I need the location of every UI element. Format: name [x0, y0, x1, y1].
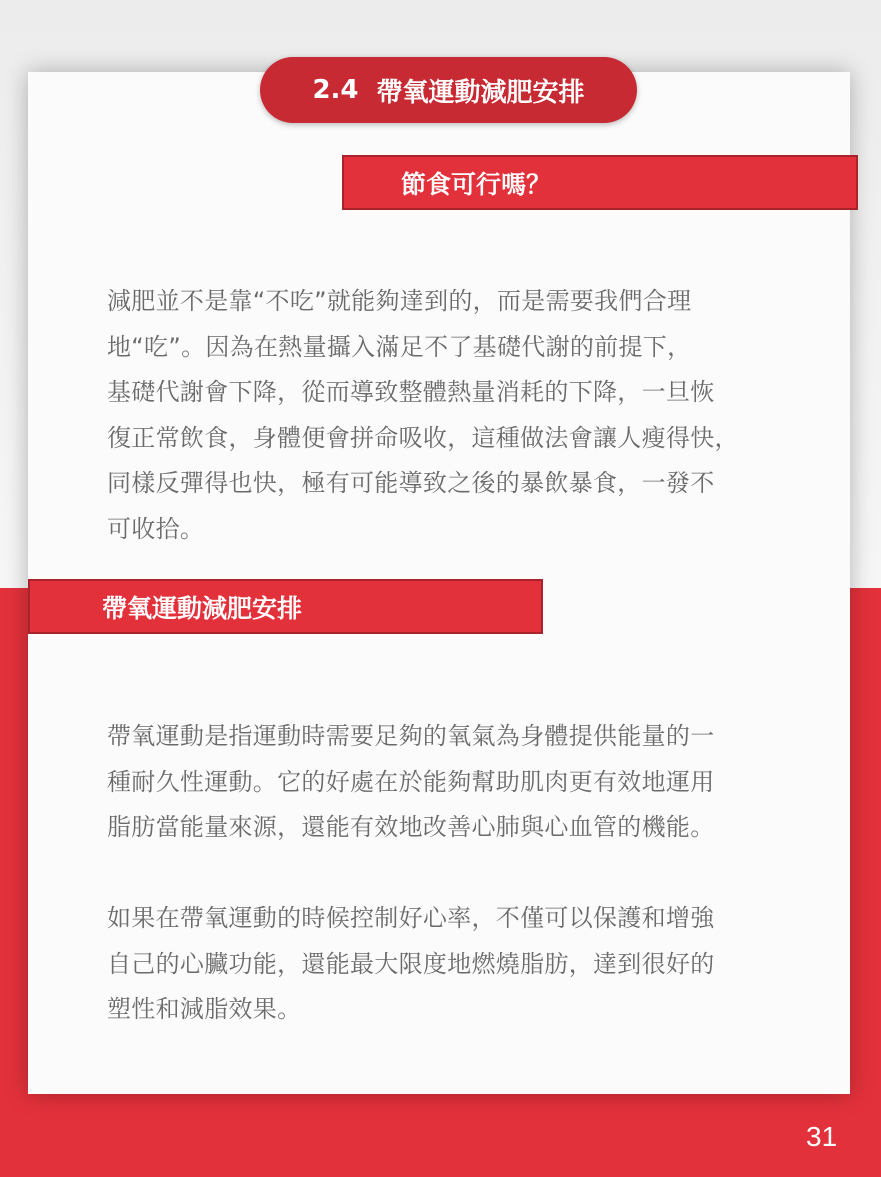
- text-line: 帶氧運動是指運動時需要足夠的氧氣為身體提供能量的一: [107, 722, 715, 750]
- text-line: 脂肪當能量來源，還能有效地改善心肺與心血管的機能。: [107, 813, 715, 841]
- text-line: 同樣反彈得也快，極有可能導致之後的暴飲暴食，一發不: [107, 469, 715, 497]
- page-number: 31: [806, 1121, 838, 1152]
- paragraph-diet: [107, 279, 807, 552]
- text-line: 基礎代謝會下降，從而導致整體熱量消耗的下降，一旦恢: [107, 378, 715, 406]
- text-line: 復正常飲食，身體便會拼命吸收，這種做法會讓人瘦得快，: [107, 423, 739, 452]
- faint-watermark: [322, 514, 562, 540]
- text-line: 如果在帶氧運動的時候控制好心率，不僅可以保護和增強: [107, 904, 715, 932]
- text-line: 可收拾。: [107, 514, 205, 543]
- heading-banner-diet: [342, 155, 858, 210]
- text-line: 減肥並不是靠“不吃”就能夠達到的，而是需要我們合理: [107, 287, 692, 315]
- text-line: 塑性和減脂效果。: [107, 995, 302, 1023]
- section-number: 2.4: [312, 75, 359, 105]
- text-line: 自己的心臟功能，還能最大限度地燃燒脂肪，達到很好的: [107, 949, 715, 978]
- section-title: 帶氧運動減肥安排: [376, 77, 585, 108]
- heading-banner-aerobic: [28, 579, 543, 634]
- text-line: 種耐久性運動。它的好處在於能夠幫助肌肉更有效地運用: [107, 767, 715, 796]
- heading-aerobic: 帶氧運動減肥安排: [102, 593, 303, 623]
- section-title-pill: [260, 57, 637, 123]
- paragraph-aerobic-1: [107, 714, 807, 851]
- paragraph-aerobic-2: [107, 896, 807, 1033]
- heading-diet: 節食可行嗎？: [401, 169, 552, 199]
- text-line: 地“吃”。因為在熱量攝入滿足不了基礎代謝的前提下，: [107, 332, 692, 361]
